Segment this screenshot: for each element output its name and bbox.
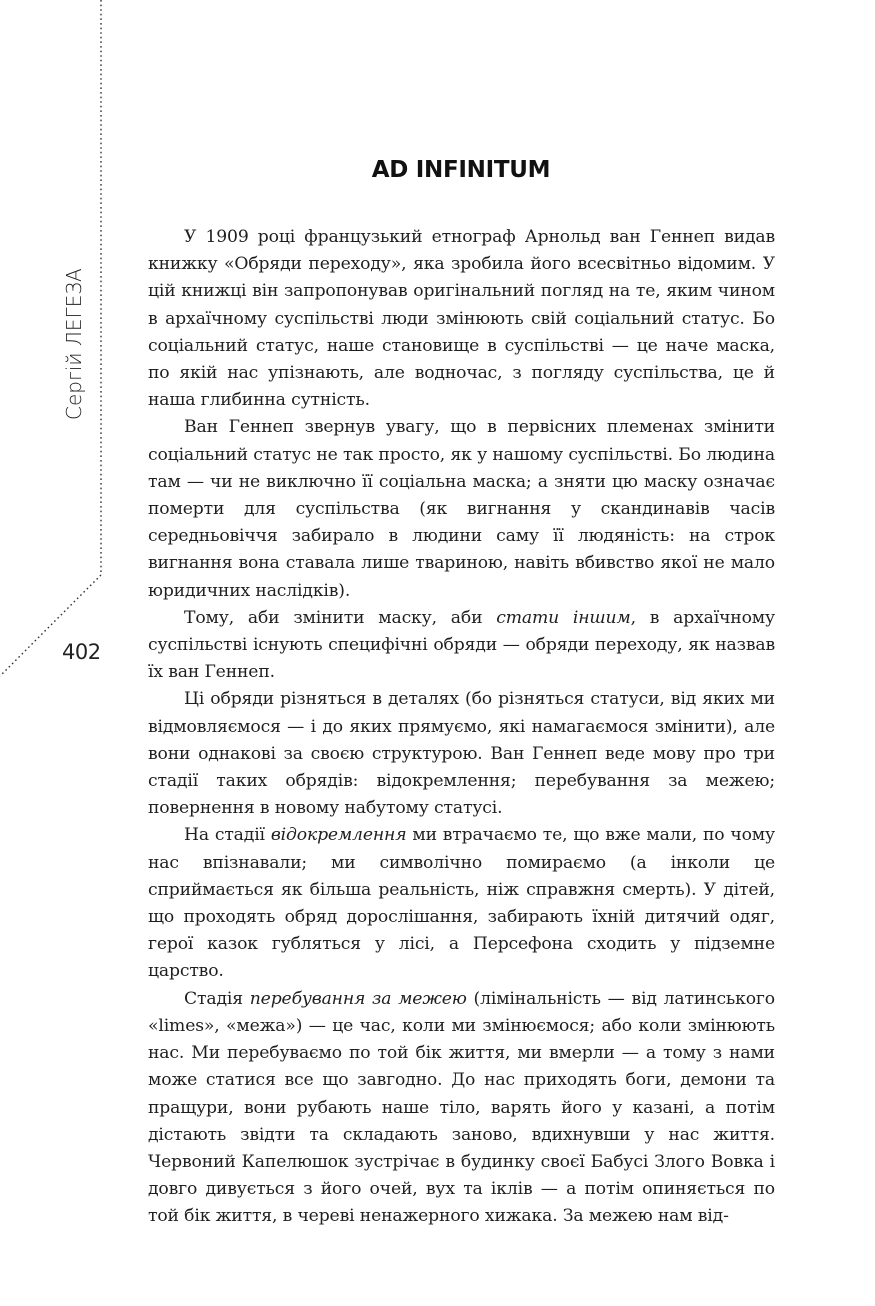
paragraph (148, 414, 775, 604)
paragraph (148, 822, 775, 985)
paragraph (148, 686, 775, 822)
paragraph (148, 224, 775, 414)
text-run: Тому, аби змінити маску, аби (184, 607, 497, 628)
text-run: Ван Геннеп звернув увагу, що в первісних племенах змінити соціальний статус не так просто, як у нашому суспільстві. Бо людина там — чи не виключно її соціальна маска; а зняти цю маску означає померти для суспільства (як вигнання у скандинавів часів середньовіччя забирало в людини саму її людяність: на строк вигнання вона ставала лише твариною, навіть вбивство якої не мало юридичних наслідків). (148, 417, 775, 601)
italic-phrase: перебування за межею (249, 988, 467, 1009)
running-head-author: Сергій ЛЕГЕЗА (62, 268, 86, 420)
text-run: , в архаїчному суспільстві існують специфічні обряди — обряди переходу, як назвав їх ван Геннеп. (148, 607, 775, 683)
italic-phrase: стати іншим (496, 607, 631, 628)
text-run: Ці обряди різняться в деталях (бо різняться статуси, від яких ми відмовляємося — і до яких прямуємо, які намагаємося змінити), але вони однакові за своєю структурою. Ван Геннеп веде мову про три стадії таких обрядів: відокремлення; перебування за межею; повернення в новому набутому статусі. (148, 689, 775, 819)
paragraph (148, 986, 775, 1231)
body-text (148, 224, 775, 1231)
paragraph (148, 605, 775, 687)
italic-phrase: відокремлення (270, 825, 407, 846)
page-number: 402 (62, 640, 101, 664)
text-run: (лімінальність — від латинського «limes», «межа») — це час, коли ми змінюємося; або коли змінюють нас. Ми перебуваємо по той бік життя, ми вмерли — а тому з нами може статися все що завгодно. До нас приходять боги, демони та пращури, вони рубають наше тіло, варять його у казані, а потім дістають звідти та складають заново, вдихнувши у нас життя. Червоний Капелюшок зустрічає в будинку своєї Бабусі Злого Вовка і довго дивується з його очей, вух та іклів — а потім опиняється по той бік життя, в череві ненажерного хижака. За межею нам від- (148, 988, 775, 1227)
text-run: ми втрачаємо те, що вже мали, по чому нас впізнавали; ми символічно помираємо (а інколи це сприймається як більша реальність, ніж справжня смерть). У дітей, що проходять обряд дорослішання, забирають їхній дитячий одяг, герої казок губляться у лісі, а Персефона сходить у підземне царство. (148, 825, 775, 982)
text-run: Стадія (184, 988, 250, 1009)
text-run: У 1909 році французький етнограф Арнольд ван Геннеп видав книжку «Обряди переходу», яка зробила його всесвітньо відомим. У цій книжці він запропонував оригінальний погляд на те, яким чином в архаїчному суспільстві люди змінюють свій соціальний статус. Бо соціальний статус, наше становище в суспільстві — це наче маска, по якій нас упізнають, але водночас, з погляду суспільства, це й наша глибинна сутність. (148, 227, 775, 411)
chapter-title: AD INFINITUM (371, 157, 551, 183)
text-run: На стадії (184, 825, 271, 846)
